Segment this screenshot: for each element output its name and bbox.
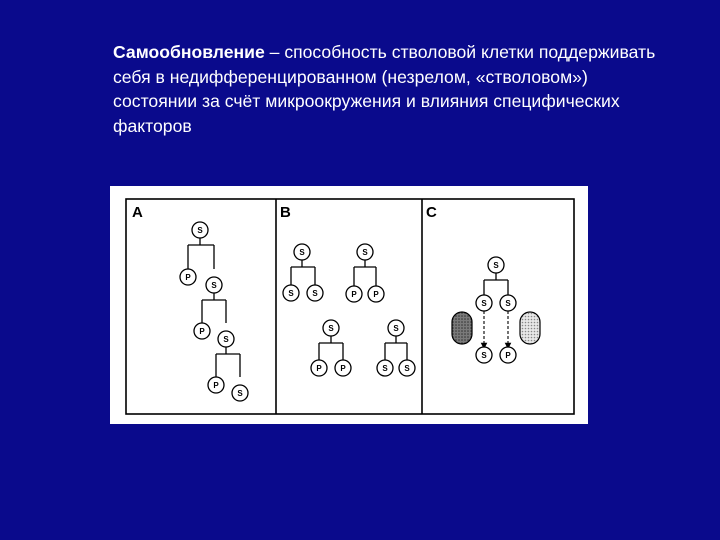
svg-text:S: S (197, 226, 203, 235)
panel-label-b: B (280, 204, 291, 221)
panel-label-c: C (426, 204, 437, 221)
progenitor-cell-node (335, 360, 351, 376)
svg-text:S: S (362, 248, 368, 257)
svg-text:S: S (223, 335, 229, 344)
division-edge (202, 293, 226, 323)
svg-text:P: P (185, 273, 191, 282)
lineage-nodes (180, 222, 516, 401)
division-edge (385, 336, 407, 360)
stem-cell-node (192, 222, 208, 238)
svg-text:P: P (316, 364, 322, 373)
svg-text:S: S (393, 324, 399, 333)
stem-cell-node (206, 277, 222, 293)
svg-text:S: S (312, 289, 318, 298)
svg-text:S: S (288, 289, 294, 298)
stem-cell-node (488, 257, 504, 273)
svg-text:S: S (505, 299, 511, 308)
progenitor-cell-node (194, 323, 210, 339)
self-renewal-figure (110, 186, 588, 424)
stem-cell-node (476, 347, 492, 363)
stem-cell-node (399, 360, 415, 376)
figure-svg (110, 186, 588, 424)
stem-cell-node (323, 320, 339, 336)
niche-cells (452, 312, 540, 344)
svg-text:S: S (211, 281, 217, 290)
progenitor-cell-node (180, 269, 196, 285)
svg-text:S: S (299, 248, 305, 257)
niche-cell (520, 312, 540, 344)
stem-cell-node (232, 385, 248, 401)
svg-text:S: S (481, 351, 487, 360)
svg-text:P: P (199, 327, 205, 336)
progenitor-cell-node (208, 377, 224, 393)
panel-label-a: A (132, 204, 143, 221)
svg-text:P: P (373, 290, 379, 299)
stem-cell-node (500, 295, 516, 311)
division-edge (319, 336, 343, 360)
division-edge (484, 273, 508, 295)
stem-cell-node (307, 285, 323, 301)
division-edge (354, 260, 376, 286)
definition-term: Самообновление (113, 42, 265, 62)
svg-text:P: P (351, 290, 357, 299)
niche-cell (452, 312, 472, 344)
svg-text:S: S (493, 261, 499, 270)
svg-text:S: S (237, 389, 243, 398)
division-edge (188, 238, 214, 269)
division-edge (216, 347, 240, 377)
progenitor-cell-node (311, 360, 327, 376)
stem-cell-node (283, 285, 299, 301)
slide-definition (113, 40, 673, 138)
progenitor-cell-node (368, 286, 384, 302)
svg-text:P: P (505, 351, 511, 360)
progenitor-cell-node (500, 347, 516, 363)
svg-text:P: P (340, 364, 346, 373)
stem-cell-node (294, 244, 310, 260)
stem-cell-node (476, 295, 492, 311)
stem-cell-node (218, 331, 234, 347)
svg-text:P: P (213, 381, 219, 390)
svg-text:S: S (328, 324, 334, 333)
svg-text:S: S (404, 364, 410, 373)
progenitor-cell-node (346, 286, 362, 302)
lineage-edges (188, 238, 508, 377)
svg-text:S: S (382, 364, 388, 373)
definition-text: – способность стволовой клетки поддерживать себя в недифференцированном (незрелом, «стволовом») состоянии за счёт микроокружения и влияния специфических факторов (113, 42, 656, 136)
stem-cell-node (357, 244, 373, 260)
stem-cell-node (377, 360, 393, 376)
svg-text:S: S (481, 299, 487, 308)
division-edge (291, 260, 315, 285)
stem-cell-node (388, 320, 404, 336)
